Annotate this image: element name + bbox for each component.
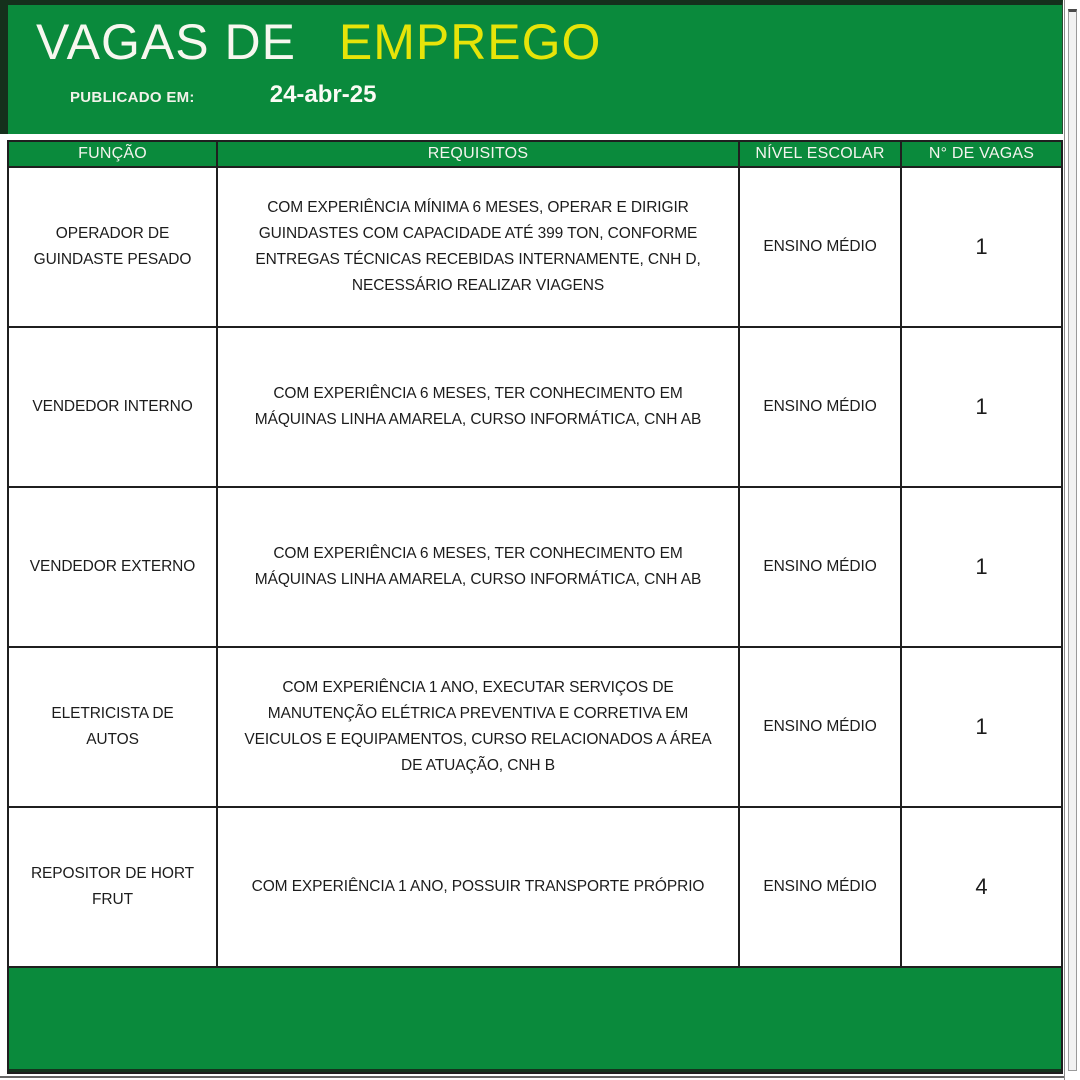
vertical-scrollbar[interactable]	[1064, 0, 1080, 1080]
cell-vagas: 1	[975, 713, 988, 739]
header-banner	[0, 0, 1063, 134]
column-header-funcao: FUNÇÃO	[9, 142, 218, 166]
title-emprego: EMPREGO	[338, 14, 602, 70]
footer-band	[9, 968, 1061, 1072]
cell-requisitos: COM EXPERIÊNCIA 6 MESES, TER CONHECIMENTO EM MÁQUINAS LINHA AMARELA, CURSO INFORMÁTICA, CNH AB	[218, 328, 740, 486]
jobs-table	[7, 140, 1063, 1074]
page-title	[8, 5, 1062, 71]
published-row	[70, 81, 1062, 109]
column-header-n-de-vagas: N° DE VAGAS	[928, 145, 1035, 162]
cell-nivel: ENSINO MÉDIO	[740, 488, 902, 646]
column-header-requisitos: REQUISITOS	[218, 142, 740, 166]
cell-requisitos: COM EXPERIÊNCIA 6 MESES, TER CONHECIMENTO EM MÁQUINAS LINHA AMARELA, CURSO INFORMÁTICA, CNH AB	[218, 488, 740, 646]
cell-funcao: VENDEDOR EXTERNO	[9, 488, 218, 646]
cell-nivel: ENSINO MÉDIO	[740, 808, 902, 966]
table-row	[9, 168, 1061, 328]
cell-nivel: ENSINO MÉDIO	[740, 168, 902, 326]
table-row	[9, 808, 1061, 968]
cell-requisitos: COM EXPERIÊNCIA 1 ANO, EXECUTAR SERVIÇOS DE MANUTENÇÃO ELÉTRICA PREVENTIVA E CORRETIVA EM VEICULOS E EQUIPAMENTOS, CURSO RELACIONADOS A ÁREA DE ATUAÇÃO, CNH B	[218, 648, 740, 806]
title-vagas-de: VAGAS DE	[36, 14, 296, 70]
cell-funcao: ELETRICISTA DE AUTOS	[9, 648, 218, 806]
cell-vagas: 1	[975, 393, 988, 419]
cell-funcao: REPOSITOR DE HORT FRUT	[9, 808, 218, 966]
table-row	[9, 648, 1061, 808]
cell-requisitos: COM EXPERIÊNCIA MÍNIMA 6 MESES, OPERAR E DIRIGIR GUINDASTES COM CAPACIDADE ATÉ 399 TON, CONFORME ENTREGAS TÉCNICAS RECEBIDAS INTERNAMENTE, CNH D, NECESSÁRIO REALIZAR VIAGENS	[218, 168, 740, 326]
published-date: 24-abr-25	[269, 81, 377, 108]
cell-vagas: 1	[975, 233, 988, 259]
table-row	[9, 328, 1061, 488]
cell-nivel: ENSINO MÉDIO	[740, 648, 902, 806]
table-header-row	[9, 142, 1061, 168]
scrollbar-thumb[interactable]	[1068, 9, 1077, 1071]
cell-requisitos: COM EXPERIÊNCIA 1 ANO, POSSUIR TRANSPORTE PRÓPRIO	[218, 808, 740, 966]
cell-nivel: ENSINO MÉDIO	[740, 328, 902, 486]
cell-funcao: VENDEDOR INTERNO	[9, 328, 218, 486]
page-bottom-rule	[0, 1076, 1080, 1078]
column-header-nivel-escolar: NÍVEL ESCOLAR	[740, 142, 902, 166]
cell-funcao: OPERADOR DE GUINDASTE PESADO	[9, 168, 218, 326]
cell-vagas: 4	[975, 873, 988, 899]
cell-vagas: 1	[975, 553, 988, 579]
published-label: PUBLICADO EM:	[70, 89, 195, 106]
table-row	[9, 488, 1061, 648]
